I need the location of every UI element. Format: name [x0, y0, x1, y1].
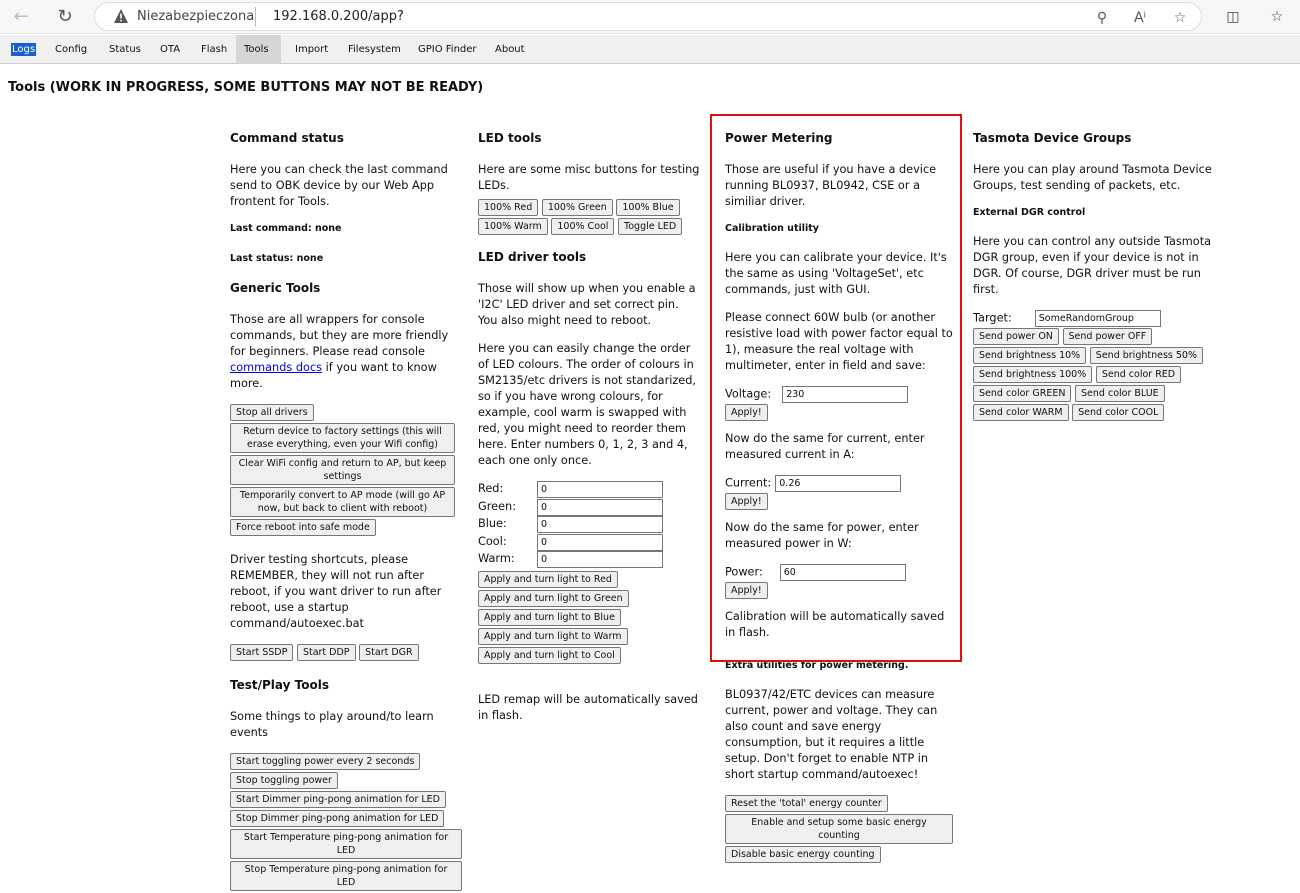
- external-dgr-title: External DGR control: [973, 207, 1086, 218]
- led-driver-desc-1: Those will show up when you enable a 'I2C' LED driver and set correct pin. You also might need to reboot.: [478, 282, 696, 327]
- tab-flash[interactable]: Flash: [201, 44, 228, 55]
- power-metering-desc: Those are useful if you have a device running BL0937, BL0942, CSE or a similiar driver.: [725, 163, 937, 208]
- disable-energy-button[interactable]: Disable basic energy counting: [725, 846, 881, 863]
- send-color-blue-button[interactable]: Send color BLUE: [1075, 385, 1165, 402]
- send-color-warm-button[interactable]: Send color WARM: [973, 404, 1069, 421]
- tab-logs[interactable]: [3, 35, 44, 64]
- send-color-green-button[interactable]: Send color GREEN: [973, 385, 1071, 402]
- voltage-input[interactable]: 230: [782, 386, 908, 403]
- blue-order-row: Blue: 0: [478, 516, 700, 534]
- extra-utilities-title: Extra utilities for power metering.: [725, 660, 909, 671]
- safe-mode-button[interactable]: Force reboot into safe mode: [230, 519, 376, 536]
- generic-tools-desc: Those are all wrappers for console commands, but they are more friendly for beginners. Please read console commands docs if you want to know more.: [230, 313, 449, 390]
- power-desc: Now do the same for power, enter measured power in W:: [725, 521, 919, 550]
- send-color-cool-button[interactable]: Send color COOL: [1072, 404, 1164, 421]
- power-row: Power: 60: [725, 564, 953, 581]
- target-input[interactable]: SomeRandomGroup: [1035, 310, 1161, 327]
- send-power-off-button[interactable]: Send power OFF: [1063, 328, 1153, 345]
- current-desc: Now do the same for current, enter measured current in A:: [725, 432, 925, 461]
- favorite-star-icon[interactable]: ☆: [1173, 10, 1187, 26]
- dgr-buttons: [973, 328, 1213, 423]
- toggle-led-button[interactable]: Toggle LED: [618, 218, 682, 235]
- command-status-title: Command status: [230, 131, 344, 145]
- test-play-desc: Some things to play around/to learn events: [230, 710, 434, 739]
- cool-order-input[interactable]: 0: [537, 534, 663, 551]
- browser-toolbar: [0, 0, 1300, 34]
- command-status-column: [230, 130, 462, 893]
- apply-red-button[interactable]: Apply and turn light to Red: [478, 571, 618, 588]
- warm-100-button[interactable]: 100% Warm: [478, 218, 548, 235]
- target-row: Target: SomeRandomGroup: [973, 310, 1213, 327]
- device-groups-title: Tasmota Device Groups: [973, 131, 1132, 145]
- apply-green-button[interactable]: Apply and turn light to Green: [478, 590, 629, 607]
- led-tools-title: LED tools: [478, 131, 542, 145]
- start-dimmer-pingpong-button[interactable]: Start Dimmer ping-pong animation for LED: [230, 791, 446, 808]
- cool-100-button[interactable]: 100% Cool: [551, 218, 614, 235]
- tab-ota[interactable]: OTA: [160, 44, 181, 55]
- tab-tools[interactable]: Tools: [236, 35, 281, 64]
- led-driver-tools-title: LED driver tools: [478, 250, 587, 264]
- page-title: Tools (WORK IN PROGRESS, SOME BUTTONS MAY NOT BE READY): [8, 80, 484, 95]
- cool-order-row: Cool: 0: [478, 534, 700, 552]
- last-status: Last status: none: [230, 253, 324, 264]
- stop-all-drivers-button[interactable]: Stop all drivers: [230, 404, 314, 421]
- stop-dimmer-pingpong-button[interactable]: Stop Dimmer ping-pong animation for LED: [230, 810, 444, 827]
- led-order-fields: [478, 481, 700, 569]
- apply-warm-button[interactable]: Apply and turn light to Warm: [478, 628, 628, 645]
- split-screen-icon[interactable]: ◫: [1226, 9, 1240, 25]
- tab-gpio-finder[interactable]: GPIO Finder: [418, 44, 477, 55]
- generic-buttons: [230, 404, 462, 538]
- driver-buttons: [230, 644, 462, 663]
- green-order-input[interactable]: 0: [537, 499, 663, 516]
- app-tab-bar: [0, 35, 1300, 64]
- current-input[interactable]: 0.26: [775, 475, 901, 492]
- apply-voltage-button[interactable]: Apply!: [725, 404, 768, 421]
- tab-about[interactable]: About: [495, 44, 525, 55]
- tab-status[interactable]: Status: [109, 44, 141, 55]
- device-groups-desc: Here you can play around Tasmota Device Groups, test sending of packets, etc.: [973, 163, 1212, 192]
- voltage-row: Voltage: 230: [725, 386, 953, 403]
- start-temp-pingpong-button[interactable]: Start Temperature ping-pong animation for LED: [230, 829, 462, 859]
- start-ssdp-button[interactable]: Start SSDP: [230, 644, 293, 661]
- send-brightness-100-button[interactable]: Send brightness 100%: [973, 366, 1092, 383]
- device-groups-column: [973, 130, 1213, 423]
- tab-label: Logs: [12, 44, 36, 55]
- reload-icon[interactable]: ↻: [57, 6, 73, 27]
- calibration-desc-2: Please connect 60W bulb (or another resistive load with power factor equal to 1), measure the real voltage with multimeter, enter in field and save:: [725, 311, 953, 372]
- warm-order-row: Warm: 0: [478, 551, 700, 569]
- led-driver-desc-2: Here you can easily change the order of LED colours. The order of colours in SM2135/etc drivers is not standarized, so if you have wrong colours, for example, cool warm is swapped with red, you might need to reorder them here. Enter numbers 0, 1, 2, 3 and 4, each one only once.: [478, 342, 696, 467]
- test-buttons: [230, 753, 462, 893]
- external-dgr-desc: Here you can control any outside Tasmota DGR group, even if your device is not in DGR. Of course, DGR driver must be run first.: [973, 235, 1212, 296]
- extra-utilities-desc: BL0937/42/ETC devices can measure current, power and voltage. They can also count and save energy consumption, but it requires a little setup. Don't forget to enable NTP in short startup command/autoexec!: [725, 688, 938, 781]
- led-buttons: [478, 199, 700, 237]
- insecure-label: Niezabezpieczona: [137, 9, 255, 24]
- tab-filesystem[interactable]: Filesystem: [348, 44, 401, 55]
- send-brightness-50-button[interactable]: Send brightness 50%: [1090, 347, 1203, 364]
- red-order-input[interactable]: 0: [537, 481, 663, 498]
- green-order-row: Green: 0: [478, 499, 700, 517]
- tab-config[interactable]: Config: [55, 44, 88, 55]
- driver-shortcuts-desc: Driver testing shortcuts, please REMEMBER, they will not run after reboot, if you want driver to run after reboot, use a startup command/autoexec.bat: [230, 553, 442, 630]
- led-tools-column: [478, 130, 700, 736]
- apply-blue-button[interactable]: Apply and turn light to Blue: [478, 609, 621, 626]
- address-bar[interactable]: [94, 2, 1202, 31]
- back-icon[interactable]: ←: [13, 6, 29, 27]
- apply-current-button[interactable]: Apply!: [725, 493, 768, 510]
- apply-power-button[interactable]: Apply!: [725, 582, 768, 599]
- red-100-button[interactable]: 100% Red: [478, 199, 538, 216]
- led-remap-note: LED remap will be automatically saved in flash.: [478, 692, 698, 722]
- apply-order-buttons: [478, 571, 700, 666]
- reset-energy-button[interactable]: Reset the 'total' energy counter: [725, 795, 888, 812]
- blue-100-button[interactable]: 100% Blue: [616, 199, 679, 216]
- start-dgr-button[interactable]: Start DGR: [359, 644, 419, 661]
- led-tools-desc: Here are some misc buttons for testing LEDs.: [478, 163, 700, 192]
- clear-wifi-button[interactable]: Clear WiFi config and return to AP, but keep settings: [230, 455, 455, 485]
- commands-docs-link[interactable]: commands docs: [230, 361, 323, 374]
- tab-import[interactable]: Import: [295, 44, 329, 55]
- last-command: Last command: none: [230, 223, 342, 234]
- red-order-row: Red: 0: [478, 481, 700, 499]
- blue-order-input[interactable]: 0: [537, 516, 663, 533]
- power-metering-column: [725, 130, 953, 865]
- read-aloud-icon[interactable]: Aⁱ: [1133, 10, 1147, 26]
- url-separator: [255, 7, 256, 27]
- send-power-on-button[interactable]: Send power ON: [973, 328, 1059, 345]
- url-text[interactable]: 192.168.0.200/app?: [273, 9, 404, 24]
- apply-cool-button[interactable]: Apply and turn light to Cool: [478, 647, 621, 664]
- generic-tools-title: Generic Tools: [230, 281, 321, 295]
- command-status-desc: Here you can check the last command send to OBK device by our Web App frontent for Tools.: [230, 163, 448, 208]
- calibration-desc-1: Here you can calibrate your device. It's the same as using 'VoltageSet', etc commands, just with GUI.: [725, 251, 947, 296]
- start-ddp-button[interactable]: Start DDP: [297, 644, 356, 661]
- power-metering-title: Power Metering: [725, 131, 833, 145]
- send-color-red-button[interactable]: Send color RED: [1096, 366, 1181, 383]
- start-toggle-power-button[interactable]: Start toggling power every 2 seconds: [230, 753, 420, 770]
- factory-reset-button[interactable]: Return device to factory settings (this will erase everything, even your Wifi config): [230, 423, 455, 453]
- green-100-button[interactable]: 100% Green: [542, 199, 613, 216]
- test-play-title: Test/Play Tools: [230, 678, 329, 692]
- favorites-icon[interactable]: ☆: [1270, 9, 1284, 25]
- send-brightness-10-button[interactable]: Send brightness 10%: [973, 347, 1086, 364]
- current-row: Current: 0.26: [725, 475, 953, 492]
- calibration-title: Calibration utility: [725, 223, 819, 234]
- warning-icon: [113, 8, 129, 24]
- convert-ap-button[interactable]: Temporarily convert to AP mode (will go AP now, but back to client with reboot): [230, 487, 455, 517]
- stop-toggle-power-button[interactable]: Stop toggling power: [230, 772, 338, 789]
- power-input[interactable]: 60: [780, 564, 906, 581]
- energy-buttons: [725, 795, 953, 865]
- stop-temp-pingpong-button[interactable]: Stop Temperature ping-pong animation for LED: [230, 861, 462, 891]
- enable-energy-button[interactable]: Enable and setup some basic energy counting: [725, 814, 953, 844]
- calibration-saved-note: Calibration will be automatically saved in flash.: [725, 610, 945, 639]
- zoom-icon[interactable]: ⚲: [1096, 10, 1108, 26]
- warm-order-input[interactable]: 0: [537, 551, 663, 568]
